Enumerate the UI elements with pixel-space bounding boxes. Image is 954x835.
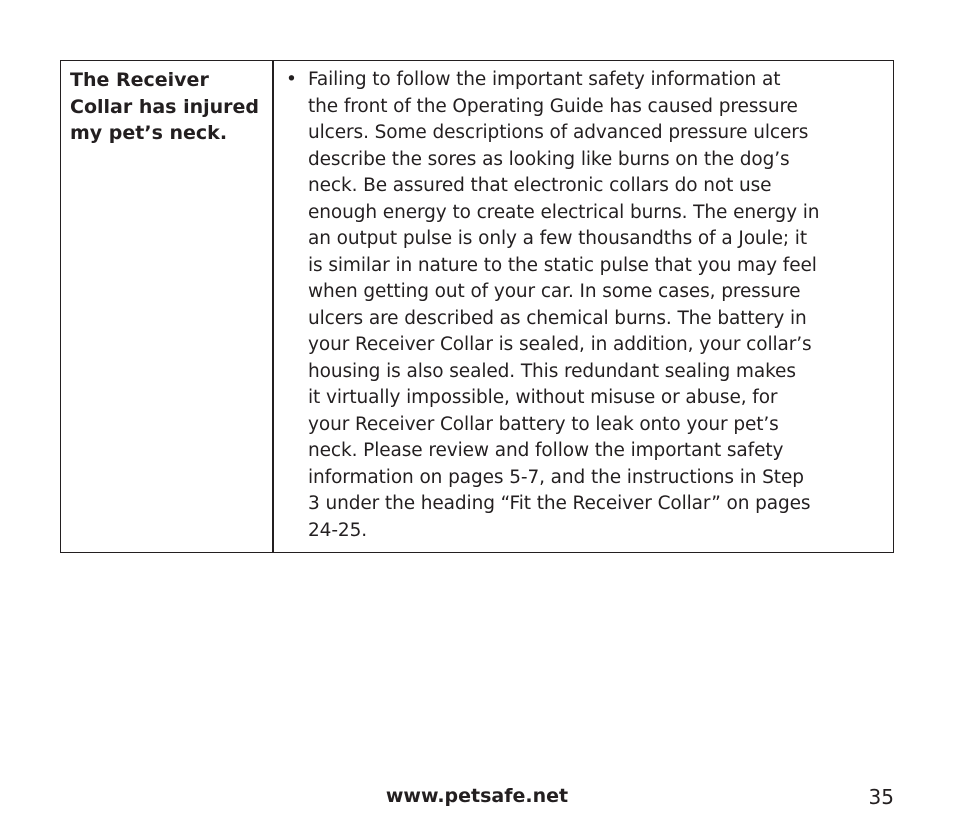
bullet-icon: • bbox=[286, 69, 297, 90]
solution-line: housing is also sealed. This redundant sealing makes bbox=[308, 360, 796, 382]
solution-line: ulcers. Some descriptions of advanced pressure ulcers bbox=[308, 122, 809, 143]
solution-line: your Receiver Collar is sealed, in addition, your collar’s bbox=[308, 334, 812, 355]
solution-bullet-item bbox=[286, 67, 883, 544]
troubleshooting-table bbox=[60, 60, 894, 553]
solution-line: Failing to follow the important safety information at bbox=[308, 69, 781, 90]
solution-line: enough energy to create electrical burns. The energy in bbox=[308, 201, 820, 223]
solution-line: an output pulse is only a few thousandths of a Joule; it bbox=[308, 228, 807, 249]
solution-line: the front of the Operating Guide has caused pressure bbox=[308, 95, 798, 117]
problem-text: The Receiver Collar has injured my pet’s neck. bbox=[70, 69, 260, 144]
solution-line: neck. Be assured that electronic collars do not use bbox=[308, 175, 772, 196]
solution-cell bbox=[274, 61, 893, 552]
solution-line: your Receiver Collar battery to leak onto your pet’s bbox=[308, 413, 779, 435]
solution-line: information on pages 5-7, and the instructions in Step bbox=[308, 466, 804, 488]
solution-line: when getting out of your car. In some cases, pressure bbox=[308, 281, 801, 302]
solution-line: 24-25. bbox=[308, 519, 368, 541]
solution-line: it virtually impossible, without misuse or abuse, for bbox=[308, 387, 778, 408]
solution-text bbox=[308, 67, 883, 544]
problem-cell bbox=[61, 61, 274, 552]
solution-line: neck. Please review and follow the important safety bbox=[308, 440, 784, 461]
solution-line: ulcers are described as chemical burns. The battery in bbox=[308, 307, 807, 329]
solution-line: describe the sores as looking like burns on the dog’s bbox=[308, 148, 790, 170]
page-number: 35 bbox=[868, 785, 894, 809]
solution-line: 3 under the heading “Fit the Receiver Collar” on pages bbox=[308, 493, 811, 514]
solution-line: is similar in nature to the static pulse that you may feel bbox=[308, 254, 817, 276]
footer-website-link[interactable]: www.petsafe.net bbox=[385, 785, 569, 807]
